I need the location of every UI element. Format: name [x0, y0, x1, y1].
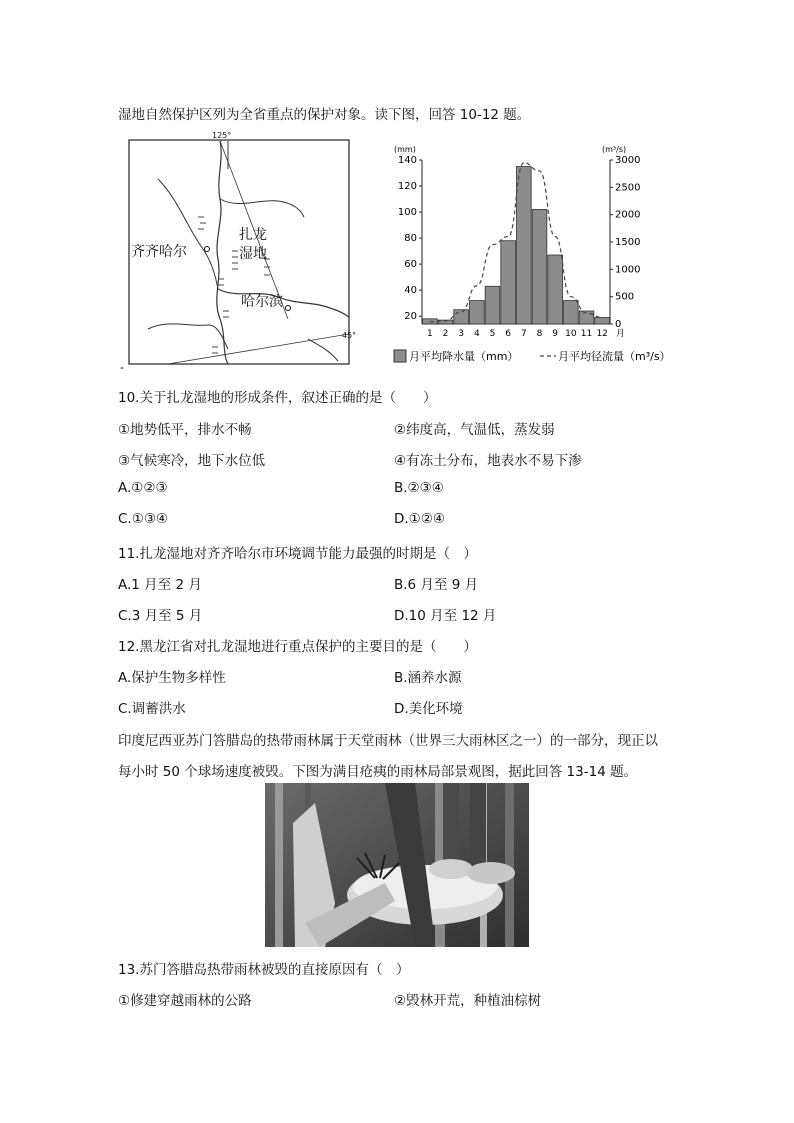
legend-bar-label: 月平均降水量（mm）: [409, 350, 519, 363]
left-tick-label: 100: [397, 207, 417, 219]
right-tick-label: 2500: [615, 182, 641, 194]
chart-svg: [388, 138, 688, 368]
precip-bar: [454, 310, 469, 324]
x-tick-label: 1: [426, 329, 433, 339]
legend-bar-swatch: [394, 350, 406, 362]
q10-option-a[interactable]: A.①②③: [118, 480, 168, 496]
q13-statement-1: ①修建穿越雨林的公路: [118, 993, 252, 1009]
right-tick-label: 500: [615, 291, 635, 303]
right-tick-label: 3000: [615, 155, 641, 166]
x-tick-label: 3: [458, 329, 465, 339]
q12-option-c[interactable]: C.调蓄洪水: [118, 701, 186, 717]
wetland-label-1: 扎龙: [239, 227, 267, 243]
q10-option-b[interactable]: B.②③④: [394, 480, 444, 496]
q10-option-c[interactable]: C.①③④: [118, 511, 169, 527]
x-tick-label: 6: [505, 329, 512, 339]
precip-bar: [532, 209, 547, 324]
x-tick-label: 11: [580, 329, 593, 339]
q10-option-d[interactable]: D.①②④: [394, 511, 445, 527]
precip-bar: [595, 317, 610, 324]
q11-option-c[interactable]: C.3 月至 5 月: [118, 608, 203, 624]
climate-chart: [388, 138, 688, 368]
x-tick-label: 5: [489, 329, 496, 339]
q10-statement-4: ④有冻土分布，地表水不易下渗: [394, 453, 582, 469]
q11-option-d[interactable]: D.10 月至 12 月: [394, 608, 497, 624]
stray-mark: “: [120, 366, 125, 375]
x-tick-label: 2: [442, 329, 449, 339]
x-tick-label: 7: [520, 329, 527, 339]
city-harbin: 哈尔滨: [241, 294, 283, 310]
precip-bar: [470, 301, 485, 324]
lat-label: 45°: [342, 331, 357, 340]
passage-line-2: 每小时 50 个球场速度被毁。下图为满目疮痍的雨林局部景观图，据此回答 13-14 题。: [118, 764, 638, 780]
right-tick-label: 1500: [615, 237, 641, 248]
rainforest-photo: [265, 783, 529, 947]
right-unit: (m³/s): [602, 145, 627, 154]
x-tick-label: 8: [536, 329, 543, 339]
left-tick-label: 40: [404, 285, 417, 297]
x-tick-label: 9: [552, 329, 559, 339]
right-tick-label: 1000: [615, 264, 641, 276]
x-tick-label: 12: [596, 329, 608, 339]
wetland-map: [128, 131, 357, 365]
precip-bar: [517, 167, 532, 324]
q11-option-a[interactable]: A.1 月至 2 月: [118, 577, 202, 593]
right-tick-label: 2000: [615, 209, 641, 221]
runoff-line: [430, 163, 602, 322]
q11-stem: 11.扎龙湿地对齐齐哈尔市环境调节能力最强的时期是（ ）: [118, 546, 477, 562]
left-tick-label: 60: [404, 259, 417, 271]
passage-line-1: 印度尼西亚苏门答腊岛的热带雨林属于天堂雨林（世界三大雨林区之一）的一部分，现正以: [118, 733, 658, 749]
right-tick-label: 0: [615, 319, 622, 330]
wetland-label-2: 湿地: [239, 246, 267, 262]
q12-option-b[interactable]: B.涵养水源: [394, 670, 462, 686]
legend-line-label: 月平均径流量（m³/s）: [558, 350, 671, 363]
left-tick-label: 80: [404, 233, 417, 245]
q12-stem: 12.黑龙江省对扎龙湿地进行重点保护的主要目的是（ ）: [118, 639, 477, 655]
q10-stem: 10.关于扎龙湿地的形成条件，叙述正确的是（ ）: [118, 390, 437, 406]
city-qiqihar: 齐齐哈尔: [131, 244, 187, 260]
q10-statement-1: ①地势低平，排水不畅: [118, 422, 252, 438]
q11-option-b[interactable]: B.6 月至 9 月: [394, 577, 479, 593]
q13-statement-2: ②毁林开荒，种植油棕树: [394, 993, 542, 1009]
left-tick-label: 120: [397, 181, 417, 193]
precip-bar: [485, 286, 500, 324]
precip-bar: [564, 301, 579, 324]
intro-text: 湿地自然保护区列为全省重点的保护对象。读下图，回答 10-12 题。: [118, 107, 531, 123]
q10-statement-3: ③气候寒冷，地下水位低: [118, 453, 266, 469]
q13-stem: 13.苏门答腊岛热带雨林被毁的直接原因有（ ）: [118, 962, 410, 978]
x-tick-label: 4: [473, 329, 480, 339]
precip-bar: [501, 241, 516, 324]
left-tick-label: 140: [397, 155, 417, 166]
x-unit: 月: [616, 329, 626, 339]
left-tick-label: 20: [404, 311, 417, 323]
q10-statement-2: ②纬度高，气温低，蒸发弱: [394, 422, 555, 438]
precip-bar: [423, 319, 438, 324]
q12-option-d[interactable]: D.美化环境: [394, 701, 463, 717]
left-unit: (mm): [394, 145, 416, 154]
q12-option-a[interactable]: A.保护生物多样性: [118, 670, 226, 686]
precip-bar: [548, 255, 563, 324]
lon-label: 125°: [212, 131, 232, 140]
x-tick-label: 10: [565, 329, 577, 339]
